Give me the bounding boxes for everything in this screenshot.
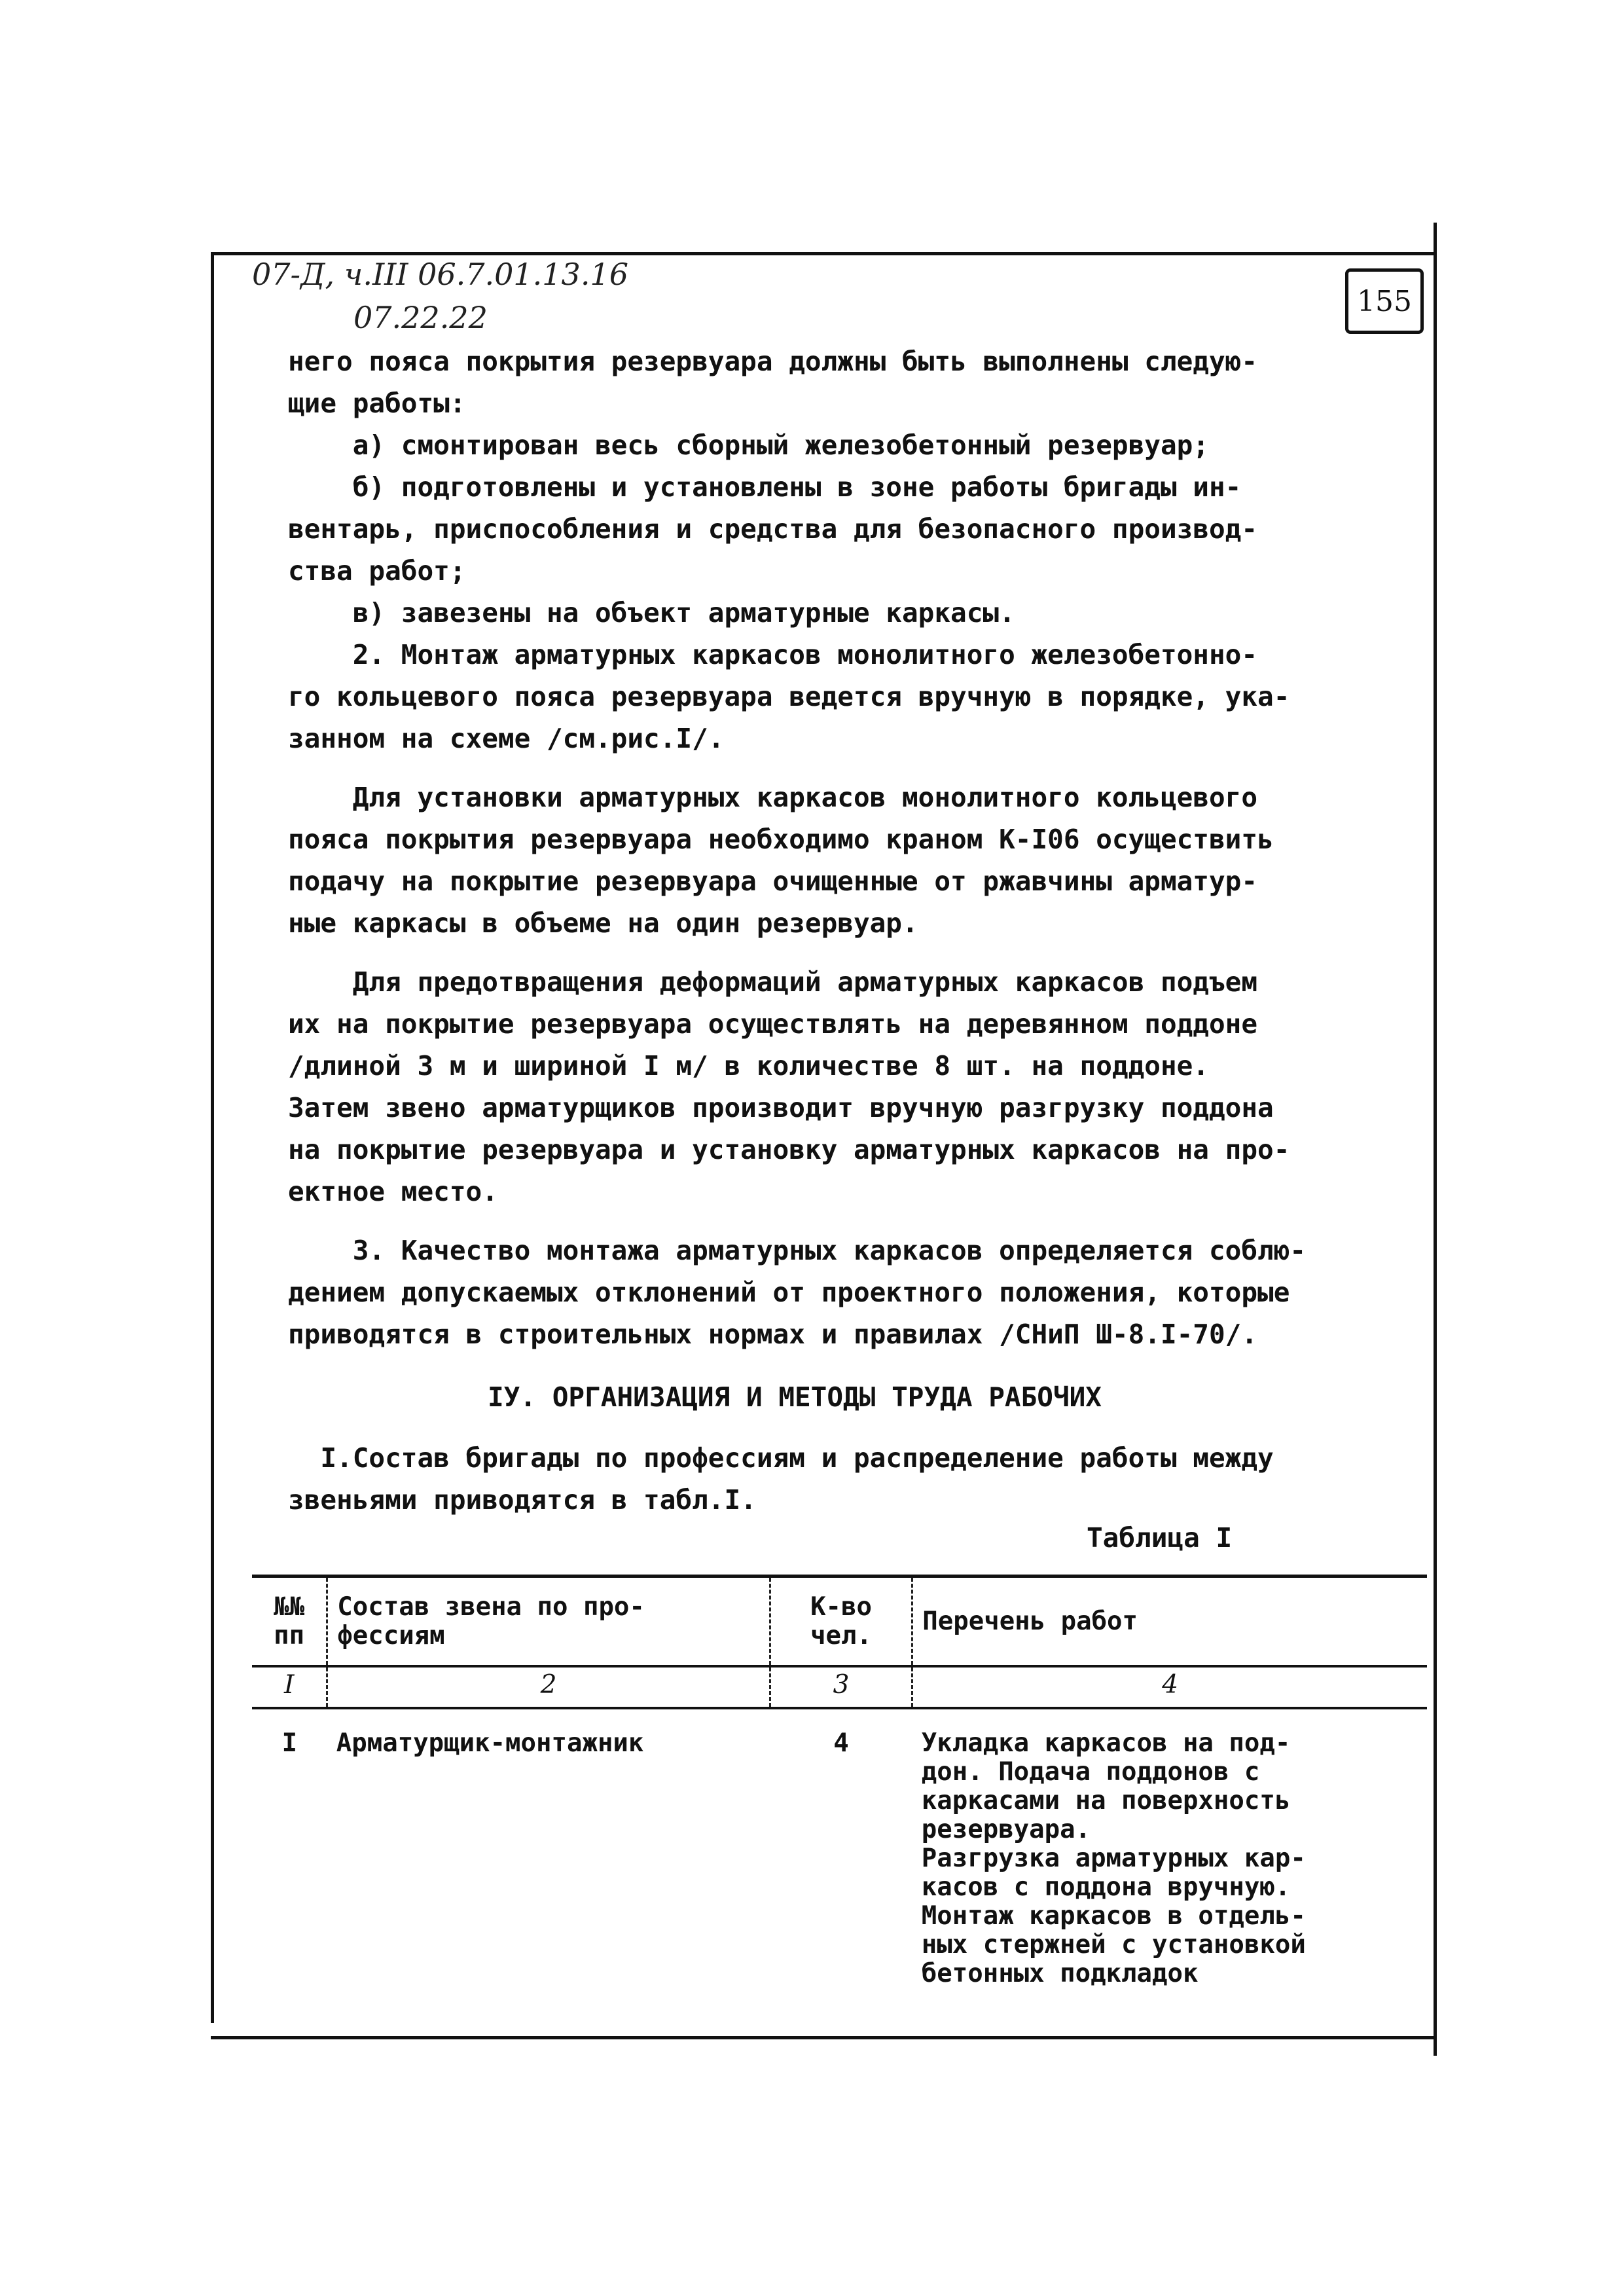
header-composition	[327, 1576, 770, 1667]
page-number-box	[1345, 268, 1424, 334]
text-line: него пояса покрытия резервуара должны быть выполнены следую-	[288, 346, 1258, 377]
table-header-row	[252, 1576, 1427, 1667]
cell-composition: Арматурщик-монтажник	[336, 1728, 644, 1758]
header-composition-label: Состав звена по про- фессиям	[337, 1592, 645, 1650]
frame-bottom-border	[211, 2036, 1435, 2039]
text-line: Для предотвращения деформаций арматурных каркасов подъем	[288, 966, 1258, 998]
works-line: каркасами на поверхность	[921, 1786, 1291, 1815]
header-count	[770, 1576, 912, 1667]
frame-right-border	[1434, 223, 1437, 2056]
cell-count: 4	[833, 1728, 849, 1758]
text-line: I.Состав бригады по профессиям и распределение работы между	[288, 1442, 1274, 1474]
text-line: вентарь, приспособления и средства для безопасного производ-	[288, 513, 1258, 545]
text-line: Для установки арматурных каркасов монолитного кольцевого	[288, 782, 1258, 813]
text-line: занном на схеме /см.рис.I/.	[288, 723, 725, 754]
document-code-handwritten: 07-Д, ч.III 06.7.01.13.16	[252, 257, 628, 292]
column-number: 4	[912, 1666, 1427, 1708]
header-works: Перечень работ	[912, 1576, 1427, 1667]
cell-works	[912, 1708, 1427, 1991]
cell-num: I	[281, 1728, 298, 1758]
text-line: их на покрытие резервуара осуществлять на деревянном поддоне	[288, 1008, 1258, 1040]
text-line: ные каркасы в объеме на один резервуар.	[288, 907, 918, 939]
crew-works-table	[252, 1575, 1427, 1991]
text-line: Затем звено арматурщиков производит вручную разгрузку поддона	[288, 1092, 1274, 1123]
section-heading: IУ. ОРГАНИЗАЦИЯ И МЕТОДЫ ТРУДА РАБОЧИХ	[488, 1381, 1102, 1413]
works-line: дон. Подача поддонов с	[921, 1757, 1260, 1787]
section-intro	[288, 1437, 1414, 1521]
text-line: ства работ;	[288, 555, 466, 587]
works-line: Монтаж каркасов в отдель-	[921, 1901, 1306, 1931]
document-subcode-handwritten: 07.22.22	[353, 300, 488, 335]
column-number: 2	[327, 1666, 770, 1708]
page-number: 155	[1357, 284, 1412, 318]
text-line: щие работы:	[288, 388, 466, 419]
works-line: резервуара.	[921, 1815, 1091, 1844]
text-line: в) завезены на объект арматурные каркасы.	[288, 597, 1015, 629]
text-line: а) смонтирован весь сборный железобетонный резервуар;	[288, 429, 1209, 461]
text-line: на покрытие резервуара и установку арматурных каркасов на про-	[288, 1134, 1290, 1165]
header-count-label: К-во чел.	[810, 1592, 872, 1650]
text-line: ектное место.	[288, 1176, 498, 1207]
table-caption: Таблица I	[1087, 1522, 1233, 1554]
works-line: Разгрузка арматурных кар-	[921, 1844, 1306, 1873]
column-number: I	[252, 1666, 327, 1708]
works-list	[922, 1729, 1418, 1988]
column-number: 3	[770, 1666, 912, 1708]
paragraph-gap	[288, 759, 1414, 776]
header-num: №№ пп	[252, 1576, 327, 1667]
paragraph-gap	[288, 944, 1414, 961]
text-line: б) подготовлены и установлены в зоне работы бригады ин-	[288, 471, 1242, 503]
works-line: Укладка каркасов на под-	[921, 1728, 1291, 1758]
text-line: 3. Качество монтажа арматурных каркасов определяется соблю-	[288, 1235, 1307, 1266]
table-column-number-row	[252, 1666, 1427, 1708]
text-line: звеньями приводятся в табл.I.	[288, 1484, 757, 1516]
works-line: бетонных подкладок	[921, 1959, 1199, 1988]
text-line: пояса покрытия резервуара необходимо краном К-I06 осуществить	[288, 824, 1274, 855]
works-line: ных стержней с установкой	[921, 1930, 1306, 1959]
body-text	[288, 340, 1414, 1355]
text-line: приводятся в строительных нормах и правилах /СНиП Ш-8.I-70/.	[288, 1319, 1258, 1350]
table-row	[252, 1708, 1427, 1991]
works-line: касов с поддона вручную.	[921, 1872, 1291, 1902]
text-line: /длиной 3 м и шириной I м/ в количестве 8 шт. на поддоне.	[288, 1050, 1209, 1082]
text-line: дением допускаемых отклонений от проектного положения, которые	[288, 1277, 1290, 1308]
text-line: подачу на покрытие резервуара очищенные от ржавчины арматур-	[288, 866, 1258, 897]
paragraph-gap	[288, 1212, 1414, 1230]
text-line: 2. Монтаж арматурных каркасов монолитного железобетонно-	[288, 639, 1258, 670]
text-line: го кольцевого пояса резервуара ведется вручную в порядке, ука-	[288, 681, 1290, 712]
